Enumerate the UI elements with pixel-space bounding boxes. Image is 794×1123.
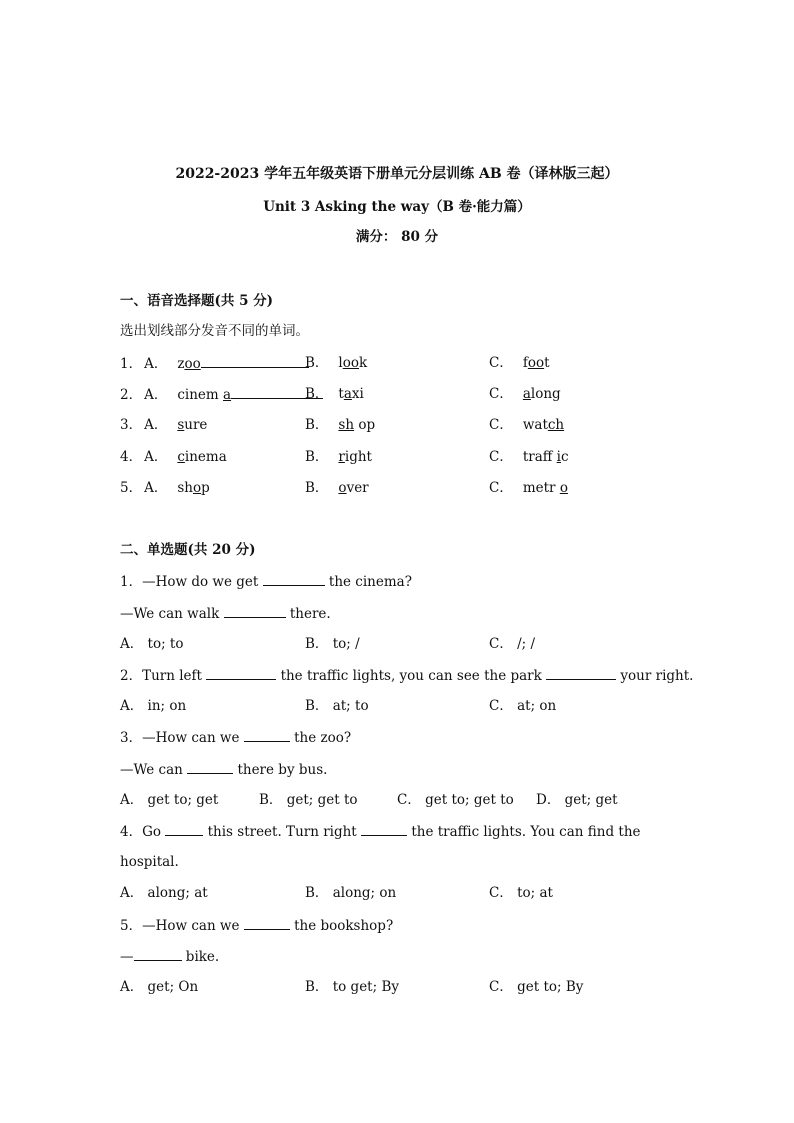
question-2 — [120, 666, 693, 685]
q4-option-c[interactable]: C． to; at — [489, 885, 553, 901]
q1-blank-2[interactable] — [224, 604, 286, 618]
word-part: traff — [522, 449, 557, 465]
q1-blank-1[interactable] — [263, 572, 325, 586]
phonetics-q4-option-c[interactable] — [489, 448, 569, 466]
question-number: 3． — [120, 417, 143, 433]
word-part: t — [338, 386, 344, 402]
q3-option-b[interactable]: B． get; get to — [259, 792, 358, 808]
underlined-letters: o — [559, 480, 568, 496]
q3-blank-1[interactable] — [244, 728, 290, 742]
q1-option-b[interactable]: B． to; / — [305, 636, 360, 652]
q4-option-b[interactable]: B． along; on — [305, 885, 397, 901]
option-word — [338, 386, 363, 402]
q1-reply-part1: —We can walk — [120, 606, 220, 622]
option-label: A． — [144, 356, 168, 372]
phonetics-q3-option-c[interactable] — [489, 416, 564, 434]
underlined-letters: s — [177, 417, 185, 433]
question-5-reply — [120, 947, 219, 966]
q5-option-a[interactable]: A． get; On — [120, 979, 199, 995]
q5-option-b[interactable]: B． to get; By — [305, 979, 399, 995]
q1-option-c[interactable]: C． /; / — [489, 636, 536, 652]
underlined-letters: o — [192, 480, 202, 496]
underlined-letters: ch — [547, 417, 565, 433]
question-4-line2: hospital. — [120, 854, 179, 870]
q4-text-part3: the traffic lights. You can find the — [411, 824, 641, 840]
underlined-letters: r — [338, 449, 345, 465]
option-label: C． — [489, 386, 513, 402]
q3-text-part2: the zoo? — [294, 730, 352, 746]
option-word — [177, 387, 231, 403]
option-word — [177, 480, 209, 496]
q5-reply-part2: bike. — [185, 949, 220, 965]
full-score: 满分： 80 分 — [355, 229, 439, 245]
section1-instruction: 选出划线部分发音不同的单词。 — [120, 323, 309, 339]
q3-option-c[interactable]: C． get to; get to — [397, 792, 514, 808]
option-word — [523, 386, 561, 402]
question-1 — [120, 572, 412, 591]
word-part: k — [359, 355, 368, 371]
q2-text-part3: your right. — [620, 668, 694, 684]
option-label: C． — [489, 355, 513, 371]
word-part: sh — [177, 480, 193, 496]
option-word — [177, 449, 226, 465]
q4-text-part1: 4．Go — [120, 824, 162, 840]
q4-text-part2: this street. Turn right — [207, 824, 357, 840]
underlined-letters: a — [223, 387, 232, 403]
option-label: A． — [144, 480, 168, 496]
option-label: B． — [305, 417, 329, 433]
answer-line — [201, 354, 309, 368]
question-number: 5． — [120, 480, 143, 496]
word-part: ure — [184, 417, 208, 433]
q3-option-a[interactable]: A． get to; get — [120, 792, 219, 808]
word-part: c — [560, 449, 569, 465]
phonetics-q5-option-c[interactable] — [489, 479, 568, 497]
phonetics-q3-option-a[interactable] — [120, 416, 207, 434]
word-part: cinem — [177, 387, 223, 403]
q2-blank-2[interactable] — [546, 666, 616, 680]
q5-option-c[interactable]: C． get to; By — [489, 979, 584, 995]
underlined-letters: o — [338, 480, 347, 496]
q3-reply-part2: there by bus. — [237, 762, 328, 778]
option-word — [177, 417, 207, 433]
phonetics-q4-option-b[interactable] — [305, 448, 372, 466]
q2-text-part2: the traffic lights, you can see the park — [280, 668, 542, 684]
option-word — [338, 355, 367, 371]
question-number: 2． — [120, 387, 143, 403]
q1-text-part1: 1．—How do we get — [120, 574, 259, 590]
q4-option-a[interactable]: A． along; at — [120, 885, 208, 901]
word-part: long — [530, 386, 561, 402]
question-1-reply — [120, 604, 331, 623]
option-word — [338, 480, 368, 496]
q2-option-b[interactable]: B． at; to — [305, 698, 369, 714]
option-word — [523, 480, 568, 496]
option-label: B． — [305, 355, 329, 371]
underlined-letters: oo — [527, 355, 545, 371]
phonetics-q5-option-a[interactable] — [120, 479, 210, 497]
question-4 — [120, 822, 641, 841]
phonetics-q3-option-b[interactable] — [305, 416, 375, 434]
question-number: 1． — [120, 356, 143, 372]
option-word — [523, 355, 550, 371]
underlined-letters: oo — [184, 356, 201, 372]
question-number: 4． — [120, 449, 143, 465]
word-part: l — [338, 355, 343, 371]
q2-option-c[interactable]: C． at; on — [489, 698, 557, 714]
phonetics-q5-option-b[interactable] — [305, 479, 369, 497]
word-part: z — [177, 356, 185, 372]
q3-text-part1: 3．—How can we — [120, 730, 240, 746]
word-part: xi — [351, 386, 364, 402]
q5-text-part2: the bookshop? — [294, 918, 394, 934]
word-part: wat — [522, 417, 548, 433]
option-label: B． — [305, 449, 329, 465]
word-part: f — [522, 355, 528, 371]
underlined-letters: oo — [342, 355, 360, 371]
q4-blank-2[interactable] — [361, 822, 407, 836]
q5-text-part1: 5．—How can we — [120, 918, 240, 934]
underlined-letters: c — [177, 449, 185, 465]
word-part: op — [354, 417, 376, 433]
q1-reply-part2: there. — [289, 606, 331, 622]
word-part: t — [544, 355, 550, 371]
word-part: inema — [184, 449, 227, 465]
document-title: 2022-2023 学年五年级英语下册单元分层训练 AB 卷（译林版三起） — [175, 166, 619, 182]
q3-blank-2[interactable] — [187, 760, 233, 774]
word-part: ight — [344, 449, 372, 465]
option-word — [338, 449, 372, 465]
word-part: p — [201, 480, 210, 496]
q1-option-a[interactable]: A． to; to — [120, 636, 184, 652]
phonetics-q1-option-c[interactable] — [489, 354, 550, 372]
q3-reply-part1: —We can — [120, 762, 183, 778]
option-label: C． — [489, 417, 513, 433]
option-label: B． — [305, 480, 329, 496]
option-label: C． — [489, 449, 513, 465]
option-label: A． — [144, 449, 168, 465]
phonetics-q4-option-a[interactable] — [120, 448, 227, 466]
question-5 — [120, 916, 393, 935]
underlined-letters: a — [522, 386, 531, 402]
phonetics-q2-option-a[interactable] — [120, 385, 323, 404]
q2-text-part1: 2．Turn left — [120, 668, 202, 684]
phonetics-q2-option-b[interactable] — [305, 385, 364, 403]
q3-option-d[interactable]: D． get; get — [536, 792, 618, 808]
underlined-letters: sh — [338, 417, 355, 433]
q5-blank-1[interactable] — [244, 916, 290, 930]
word-part: ver — [346, 480, 369, 496]
question-3 — [120, 728, 351, 747]
q2-blank-1[interactable] — [206, 666, 276, 680]
word-part: metr — [522, 480, 560, 496]
q5-reply-dash: — — [120, 949, 134, 965]
underlined-letters: i — [556, 449, 561, 465]
q4-blank-1[interactable] — [165, 822, 203, 836]
question-3-reply — [120, 760, 327, 779]
option-label: B． — [305, 386, 329, 402]
phonetics-q2-option-c[interactable] — [489, 385, 561, 403]
option-word — [177, 356, 200, 372]
q1-text-part2: the cinema? — [328, 574, 412, 590]
section1-heading: 一、语音选择题(共 5 分) — [120, 293, 274, 309]
option-label: A． — [144, 417, 168, 433]
document-subtitle: Unit 3 Asking the way（B 卷·能力篇） — [263, 199, 531, 215]
phonetics-q1-option-a[interactable] — [120, 354, 309, 373]
option-word — [523, 417, 564, 433]
option-label: A． — [144, 387, 168, 403]
option-label: C． — [489, 480, 513, 496]
underlined-letters: a — [343, 386, 352, 402]
option-word — [338, 417, 375, 433]
section2-heading: 二、单选题(共 20 分) — [120, 542, 256, 558]
option-word — [523, 449, 569, 465]
q2-option-a[interactable]: A． in; on — [120, 698, 187, 714]
phonetics-q1-option-b[interactable] — [305, 354, 367, 372]
q5-blank-2[interactable] — [134, 947, 182, 961]
